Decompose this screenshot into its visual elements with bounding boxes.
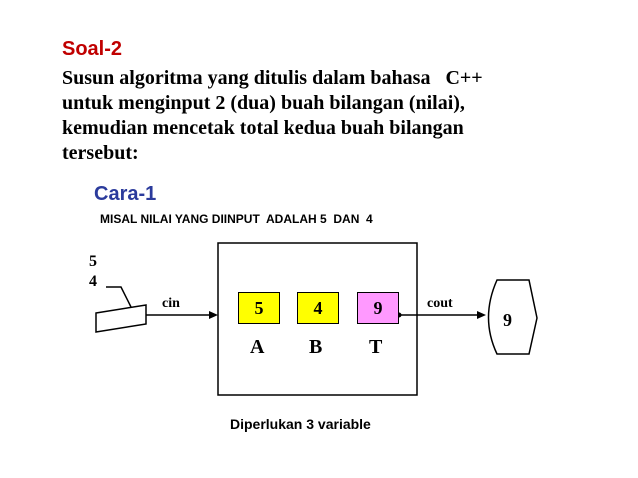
assumption-note: MISAL NILAI YANG DIINPUT ADALAH 5 DAN 4 — [100, 212, 373, 226]
problem-line: untuk menginput 2 (dua) buah bilangan (nilai), — [62, 92, 465, 114]
cout-arrowhead — [477, 311, 486, 319]
cout-label: cout — [427, 296, 453, 311]
variable-box-a: 5 — [238, 292, 280, 324]
problem-line: kemudian mencetak total kedua buah bilangan — [62, 117, 464, 139]
cin-label: cin — [162, 296, 180, 311]
keyboard-input-shape — [96, 305, 146, 332]
input-value-1: 5 — [89, 253, 97, 270]
input-leader-line — [106, 287, 131, 307]
footer-note: Diperlukan 3 variable — [230, 416, 371, 432]
output-value: 9 — [503, 310, 512, 330]
method-subtitle: Cara-1 — [94, 183, 157, 205]
problem-line: tersebut: — [62, 142, 139, 164]
variable-name-b: B — [309, 336, 323, 358]
input-value-2: 4 — [89, 273, 97, 290]
display-output-shape — [489, 280, 538, 354]
variable-name-t: T — [369, 336, 383, 358]
cin-arrowhead — [209, 311, 218, 319]
problem-line: Susun algoritma yang ditulis dalam bahasa C++ — [62, 67, 483, 89]
variable-box-b: 4 — [297, 292, 339, 324]
slide-title: Soal-2 — [62, 38, 123, 60]
variable-name-a: A — [250, 336, 265, 358]
variable-box-t: 9 — [357, 292, 399, 324]
